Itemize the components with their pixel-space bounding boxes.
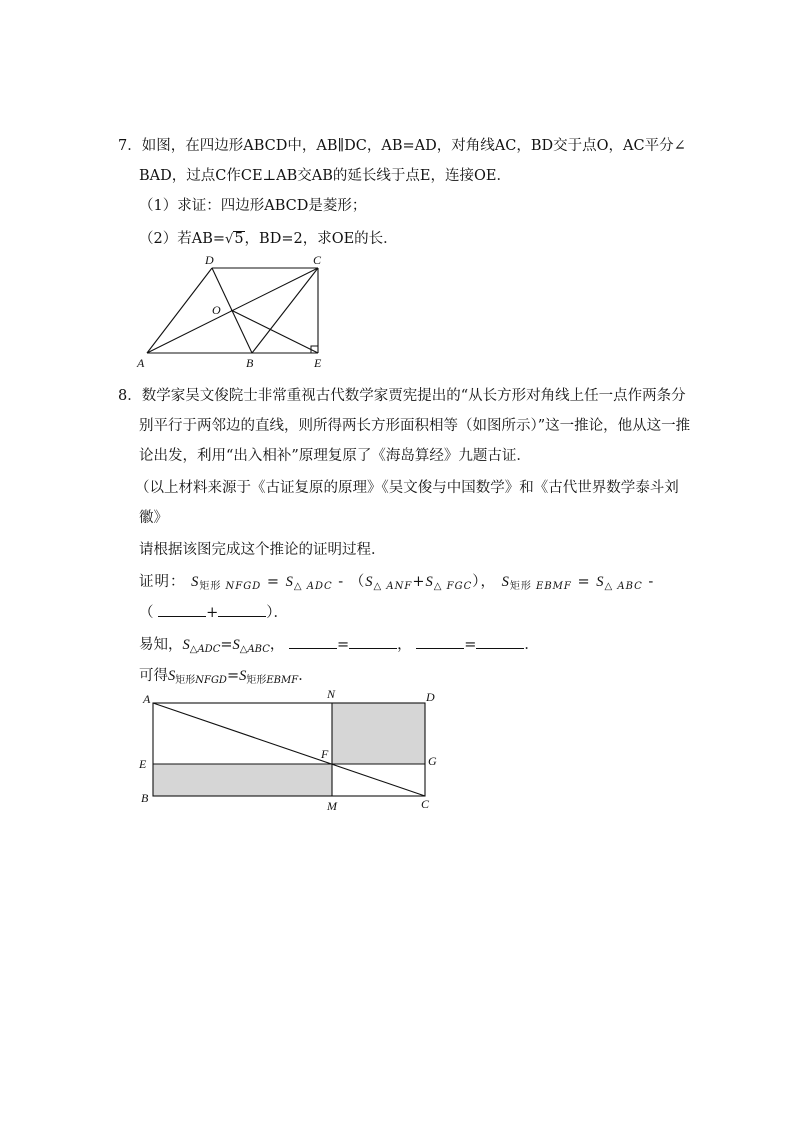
q7-part2: （2）若AB=√5，BD=2，求OE的长． (139, 231, 398, 247)
conclusion-eq: = (226, 668, 240, 684)
label-O: O (212, 303, 221, 317)
q7-part2-a: （2）若AB= (139, 231, 226, 247)
proof-comma1: ， (480, 574, 496, 590)
proof-minus2: - (648, 574, 655, 590)
q8-proof-line2 (139, 602, 288, 623)
easy-eq2: = (336, 637, 350, 653)
conclusion-rect1: 矩形 (175, 675, 196, 686)
conclusion-rect2: 矩形 (246, 675, 267, 686)
proof-s3: S (365, 574, 374, 590)
label-D: D (205, 253, 214, 267)
label-A: A (137, 356, 145, 370)
easy-abc: ABC (247, 644, 270, 655)
easy-end: ． (524, 637, 539, 653)
q8-easy-line (139, 634, 539, 657)
easy-prefix: 易知， (139, 637, 183, 653)
q8-line2: 别平行于两邻边的直线，则所得两长方形面积相等（如图所示）”这一推论，他从这一推 (139, 418, 691, 434)
q7-line2: BAD，过点C作CE⊥AB交AB的延长线于点E，连接OE． (139, 168, 511, 184)
q8-figure (136, 686, 446, 814)
easy-s1: S (182, 637, 190, 653)
q8-text-line1: 数学家吴文俊院士非常重视古代数学家贾宪提出的“从长方形对角线上任一点作两条分 (141, 388, 686, 404)
answer-blank-6[interactable] (476, 634, 524, 649)
q8-conclusion-line (139, 666, 313, 688)
conclusion-nfgd: NFGD (195, 675, 227, 686)
q7-part2-b: ，BD=2，求OE的长． (244, 231, 398, 247)
proof-plus2: + (206, 605, 219, 621)
q8-line4: （以上材料来源于《古证复原的原理》《吴文俊与中国数学》和《古代世界数学泰斗刘 (135, 480, 679, 496)
label-G: G (428, 754, 437, 768)
proof-rparen1: ） (472, 574, 481, 590)
label-E: E (314, 356, 322, 370)
label-N: N (327, 687, 336, 701)
easy-s2: S (232, 637, 240, 653)
proof-plus1: + (412, 574, 426, 590)
proof-lparen2: （ (139, 605, 154, 621)
easy-eq3: = (464, 637, 477, 653)
proof-rect2: 矩形 (509, 581, 532, 592)
proof-rect: 矩形 (199, 581, 222, 592)
label-C: C (313, 253, 322, 267)
conclusion-s2: S (239, 668, 247, 684)
easy-comma2: ， (397, 637, 412, 653)
proof-lparen1: （ (349, 574, 366, 590)
label-A: A (143, 692, 151, 706)
proof-nfgd: NFGD (225, 581, 262, 592)
proof-s2: S (285, 574, 294, 590)
conclusion-end: ． (298, 668, 313, 684)
q8-line6: 请根据该图完成这个推论的证明过程． (139, 542, 386, 558)
q8-line1 (118, 386, 686, 406)
proof-tri1: △ (293, 581, 303, 592)
proof-ebmf: EBMF (536, 581, 572, 592)
q8-line5: 徽》 (139, 510, 168, 526)
easy-adc: ADC (197, 644, 221, 655)
conclusion-ebmf: EBMF (266, 675, 299, 686)
easy-comma1: ， (269, 637, 285, 653)
answer-blank-1[interactable] (158, 602, 206, 617)
proof-s4: S (425, 574, 434, 590)
q7-number: 7． (118, 138, 142, 154)
shaded-rect-EBMF (153, 764, 332, 796)
easy-tri2: △ (239, 644, 248, 655)
answer-blank-4[interactable] (349, 634, 397, 649)
proof-adc: ADC (306, 581, 333, 592)
label-C: C (421, 797, 430, 811)
q8-number: 8． (118, 388, 142, 404)
label-B: B (141, 791, 149, 805)
proof-abc: ABC (617, 581, 643, 592)
label-E: E (139, 757, 147, 771)
answer-blank-2[interactable] (218, 602, 266, 617)
easy-tri1: △ (189, 644, 198, 655)
conclusion-prefix: 可得 (139, 668, 168, 684)
proof-fgc: FGC (446, 581, 473, 592)
q7-line1 (118, 136, 686, 156)
segment-BC (252, 268, 318, 353)
answer-blank-5[interactable] (416, 634, 464, 649)
label-D: D (426, 690, 435, 704)
label-B: B (246, 356, 254, 370)
q8-line3: 论出发，利用“出入相补”原理复原了《海岛算经》九题古证． (139, 448, 531, 464)
proof-s: S (191, 574, 200, 590)
proof-tri2: △ (373, 581, 383, 592)
answer-blank-3[interactable] (289, 634, 337, 649)
proof-tri4: △ (604, 581, 614, 592)
proof-minus1: - (338, 574, 345, 590)
proof-prefix: 证明： (139, 574, 186, 590)
proof-eq1: = (266, 574, 281, 590)
label-M: M (327, 799, 337, 813)
label-F: F (321, 747, 329, 761)
proof-anf: ANF (386, 581, 413, 592)
q7-sqrt-value: 5 (234, 231, 244, 247)
conclusion-s1: S (168, 668, 176, 684)
q7-figure (130, 250, 340, 374)
proof-end: ）． (266, 605, 289, 621)
q7-part1: （1）求证：四边形ABCD是菱形； (139, 198, 367, 214)
proof-eq2: = (577, 574, 591, 590)
q7-text-line1: 如图，在四边形ABCD中，AB∥DC，AB=AD，对角线AC，BD交于点O，AC平分∠ (141, 138, 686, 154)
shaded-rect-NFGD (332, 703, 425, 764)
proof-s6: S (596, 574, 605, 590)
q8-proof-line1 (139, 572, 654, 594)
segment-AD (147, 268, 212, 353)
proof-s5: S (501, 574, 510, 590)
easy-eq1: = (220, 637, 233, 653)
proof-tri3: △ (433, 581, 443, 592)
segment-OE (231, 310, 318, 353)
